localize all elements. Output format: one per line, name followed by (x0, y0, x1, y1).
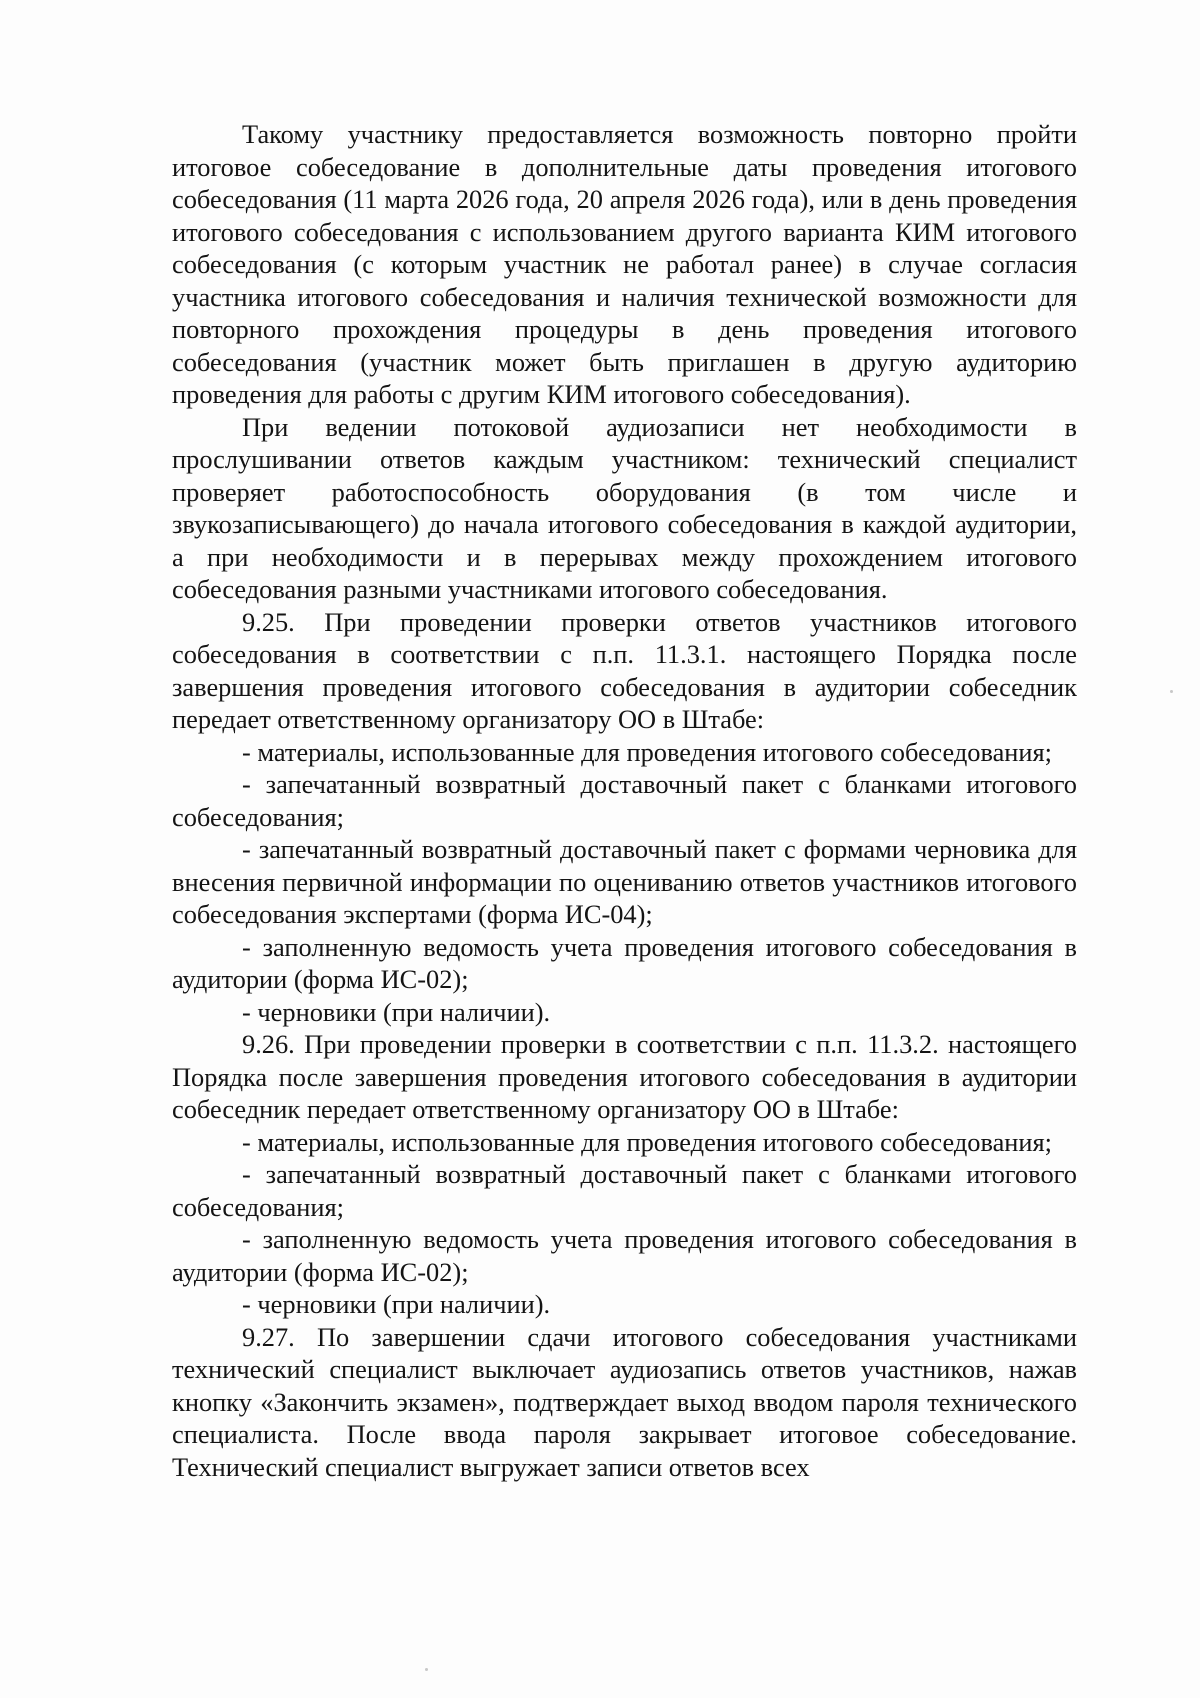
list-item-forms-packet-9-25: - запечатанный возвратный доставочный пакет с бланками итогового собеседования; (172, 769, 1077, 832)
list-item-register-9-25: - заполненную ведомость учета проведения итогового собеседования в аудитории (форма ИС-02); (172, 931, 1077, 994)
paragraph-9-27: 9.27. По завершении сдачи итогового собеседования участниками технический специалист выключает аудиозапись ответов участников, нажав кнопку «Закончить экзамен», подтверждает выход вводом пароля технического специалиста. После ввода пароля закрывает итоговое собеседование. Технический специалист выгружает записи ответов всех (172, 1321, 1077, 1482)
paragraph-9-26: 9.26. При проведении проверки в соответствии с п.п. 11.3.2. настоящего Порядка после завершения проведения итогового собеседования в аудитории собеседник передает ответственному организатору ОО в Штабе: (172, 1029, 1077, 1124)
list-item-draft-forms-packet-9-25: - запечатанный возвратный доставочный пакет с формами черновика для внесения первичной информации по оцениванию ответов участников итогового собеседования экспертами (форма ИС-04); (172, 834, 1077, 929)
list-item-register-9-26: - заполненную ведомость учета проведения итогового собеседования в аудитории (форма ИС-02); (172, 1224, 1077, 1287)
scan-speck (425, 1668, 428, 1671)
list-item-materials-9-26: - материалы, использованные для проведения итогового собеседования; (242, 1126, 1053, 1157)
paragraph-9-25: 9.25. При проведении проверки ответов участников итогового собеседования в соответствии с п.п. 11.3.1. настоящего Порядка после завершения проведения итогового собеседования в аудитории собеседник передает ответственному организатору ОО в Штабе: (172, 606, 1077, 734)
list-item-forms-packet-9-26: - запечатанный возвратный доставочный пакет с бланками итогового собеседования; (172, 1159, 1077, 1222)
list-item-drafts-9-25: - черновики (при наличии). (242, 996, 551, 1027)
list-item-materials-9-25: - материалы, использованные для проведения итогового собеседования; (242, 736, 1053, 767)
document-body (172, 118, 1077, 1483)
paragraph-audio-stream: При ведении потоковой аудиозаписи нет необходимости в прослушивании ответов каждым участником: технический специалист проверяет работоспособность оборудования (в том числе и звукозаписывающего) до начала итогового собеседования в каждой аудитории, а при необходимости и в перерывах между прохождением итогового собеседования разными участниками итогового собеседования. (172, 411, 1077, 604)
paragraph-retake-option: Такому участнику предоставляется возможность повторно пройти итоговое собеседование в дополнительные даты проведения итогового собеседования (11 марта 2026 года, 20 апреля 2026 года), или в день проведения итогового собеседования с использованием другого варианта КИМ итогового собеседования (с которым участник не работал ранее) в случае согласия участника итогового собеседования и наличия технической возможности для повторного прохождения процедуры в день проведения итогового собеседования (участник может быть приглашен в другую аудиторию проведения для работы с другим КИМ итогового собеседования). (172, 119, 1077, 409)
scan-speck (1170, 690, 1173, 693)
list-item-drafts-9-26: - черновики (при наличии). (242, 1289, 551, 1319)
